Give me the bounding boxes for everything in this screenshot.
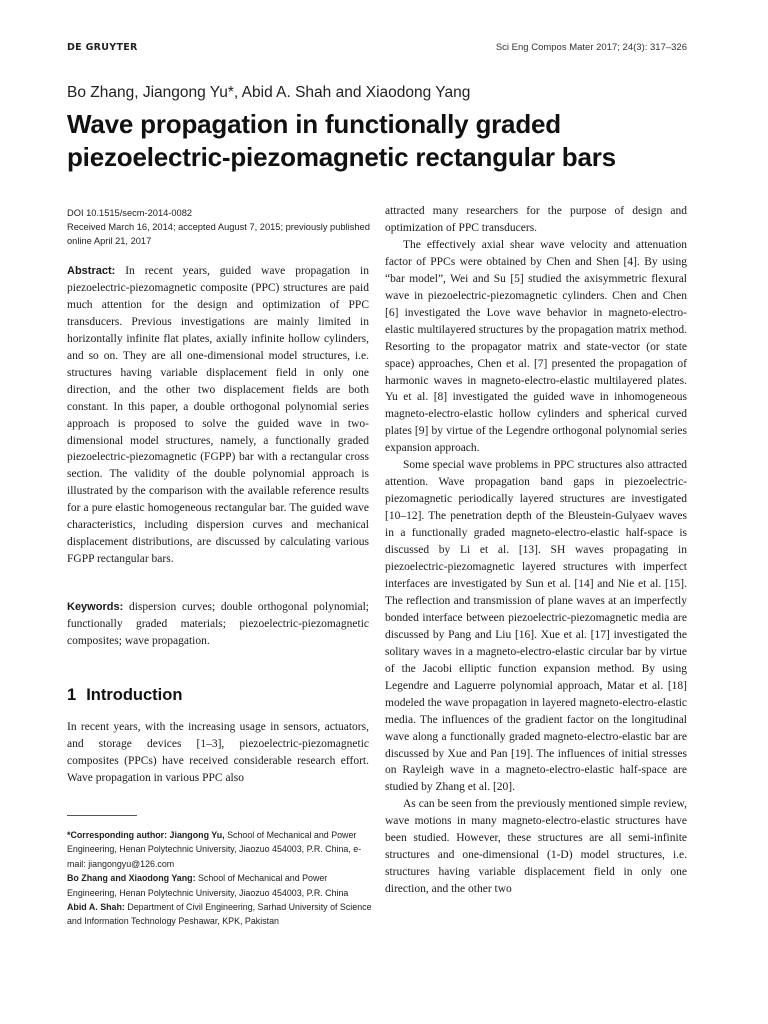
footnote-text: Department of Civil Engineering, Sarhad University of Science and Information Technology Peshawar, KPK, Pakistan bbox=[67, 902, 372, 927]
journal-reference: Sci Eng Compos Mater 2017; 24(3): 317–326 bbox=[495, 42, 687, 53]
abstract bbox=[67, 263, 369, 568]
body-paragraph: The effectively axial shear wave velocity and attenuation factor of PPCs were obtained by Chen and Shen [4]. By using “bar model”, Wei and Su [5] studied the axisymmetric flexural wave in piezoelectric-piezomagnetic cylinders. Chen and Chen [6] investigated the Love wave behavior in magneto-electro-elastic multilayered structures by the propagation matrix method. Resorting to the propagator matrix and state-vector (or state space) approaches, Chen et al. [7] presented the propagation of harmonic waves in magneto-electro-elastic multilayered plates. Yu et al. [8] investigated the guided wave in inhomogeneous magneto-electro-elastic hollow cylinders and spherical curved plates [9] by virtue of the Legendre orthogonal polynomial series expansion approach. bbox=[385, 238, 687, 455]
keywords-text: dispersion curves; double orthogonal polynomial; functionally graded materials; piezoelectric-piezomagnetic composites; wave propagation. bbox=[67, 601, 370, 647]
publication-dates: Received March 16, 2014; accepted August 7, 2015; previously published online April 21, 2017 bbox=[67, 222, 370, 246]
intro-paragraph-1: In recent years, with the increasing usage in sensors, actuators, and storage devices [1–3], piezoelectric-piezomagnetic composites (PPCs) have received considerable research effort. Wave propagation in various PPC also bbox=[67, 721, 369, 784]
keywords bbox=[67, 599, 369, 650]
footnote-corresponding-author bbox=[67, 828, 372, 871]
publisher-logo: DE GRUYTER bbox=[67, 42, 138, 53]
section-number: 1 bbox=[67, 686, 77, 704]
body-paragraph: As can be seen from the previously mentioned simple review, wave motions in many magneto-electro-elastic structures have been studied. However, these structures are all semi-infinite structures and one-dimensional (1-D) model structures, i.e. structures having variable displacement field in only one direction, and the other two bbox=[385, 798, 687, 896]
footnote-label: Bo Zhang and Xiaodong Yang: bbox=[67, 873, 196, 884]
body-paragraph: attracted many researchers for the purpose of design and optimization of PPC transducers. bbox=[385, 205, 687, 234]
section-heading-introduction bbox=[67, 686, 182, 705]
introduction-paragraph bbox=[67, 719, 369, 787]
right-column-body bbox=[385, 203, 687, 898]
footnote-label: Abid A. Shah: bbox=[67, 902, 125, 913]
footnote-coauthors bbox=[67, 871, 372, 900]
abstract-text: In recent years, guided wave propagation in piezoelectric-piezomagnetic composite (PPC) structures are paid much attention for the design and optimization of PPC transducers. Previous investigations are mainly limited in horizontally infinite flat plates, axially infinite hollow cylinders, and so on. They are all one-dimensional model structures, i.e. structures having variable displacement field in only one direction, and the other two displacement fields are both constant. In this paper, a double orthogonal polynomial series approach is proposed to solve the guided wave in two-dimensional model structures, namely, a functionally graded piezoelectric-piezomagnetic (FGPP) bar with a rectangular cross section. The validity of the double polynomial approach is illustrated by the comparison with the available reference results for a pure elastic homogeneous rectangular bar. The guided wave characteristics, including dispersion curves and mechanical displacement distributions, are discussed by calculating various FGPP rectangular bars. bbox=[67, 265, 369, 566]
doi: DOI 10.1515/secm-2014-0082 bbox=[67, 208, 193, 218]
keywords-label: Keywords: bbox=[67, 601, 124, 613]
footnote-shah bbox=[67, 900, 372, 929]
section-title: Introduction bbox=[86, 686, 183, 704]
footnote-text: School of Mechanical and Power Engineering, Henan Polytechnic University, Jiaozuo 454003, P.R. China, e-mail: jiangongyu@126.com bbox=[67, 830, 362, 869]
footnote-label: *Corresponding author: Jiangong Yu, bbox=[67, 830, 225, 840]
author-list: Bo Zhang, Jiangong Yu*, Abid A. Shah and Xiaodong Yang bbox=[67, 84, 471, 101]
footnote-text: School of Mechanical and Power Engineering, Henan Polytechnic University, Jiaozuo 454003, P.R. China bbox=[67, 873, 349, 898]
abstract-label: Abstract: bbox=[67, 265, 116, 277]
footnotes bbox=[67, 828, 372, 929]
article-title: Wave propagation in functionally graded piezoelectric-piezomagnetic rectangular bars bbox=[67, 109, 616, 172]
footnote-divider bbox=[67, 815, 137, 816]
body-paragraph: Some special wave problems in PPC structures also attracted attention. Wave propagation band gaps in piezoelectric-piezomagnetic periodically layered structures are investigated [10–12]. The penetration depth of the Bleustein-Gulyaev waves in a functionally graded magneto-electro-elastic half-space is discussed by Li et al. [13]. SH waves propagating in piezoelectric-piezomagnetic layered structures with imperfect interfaces are investigated by Sun et al. [14] and Nie et al. [15]. The reflection and transmission of plane waves at an imperfectly bonded interface between piezoelectric-piezomagnetic media are discussed by Pang and Liu [16]. Xue et al. [17] investigated the solitary waves in a magneto-electro-elastic circular bar by virtue of the Jacobi elliptic function expansion method. By using Legendre and Laguerre polynomial approach, Matar et al. [18] modeled the wave propagation in layered magneto-electro-elastic media. The influences of the gradient factor on the longitudinal wave along a functionally graded magneto-electro-elastic bar are discussed by Xue and Pan [19]. The influences of initial stresses on Rayleigh wave in a magneto-electro-elastic half-space are studied by Zhang et al. [20]. bbox=[385, 459, 687, 794]
article-meta bbox=[67, 206, 377, 248]
